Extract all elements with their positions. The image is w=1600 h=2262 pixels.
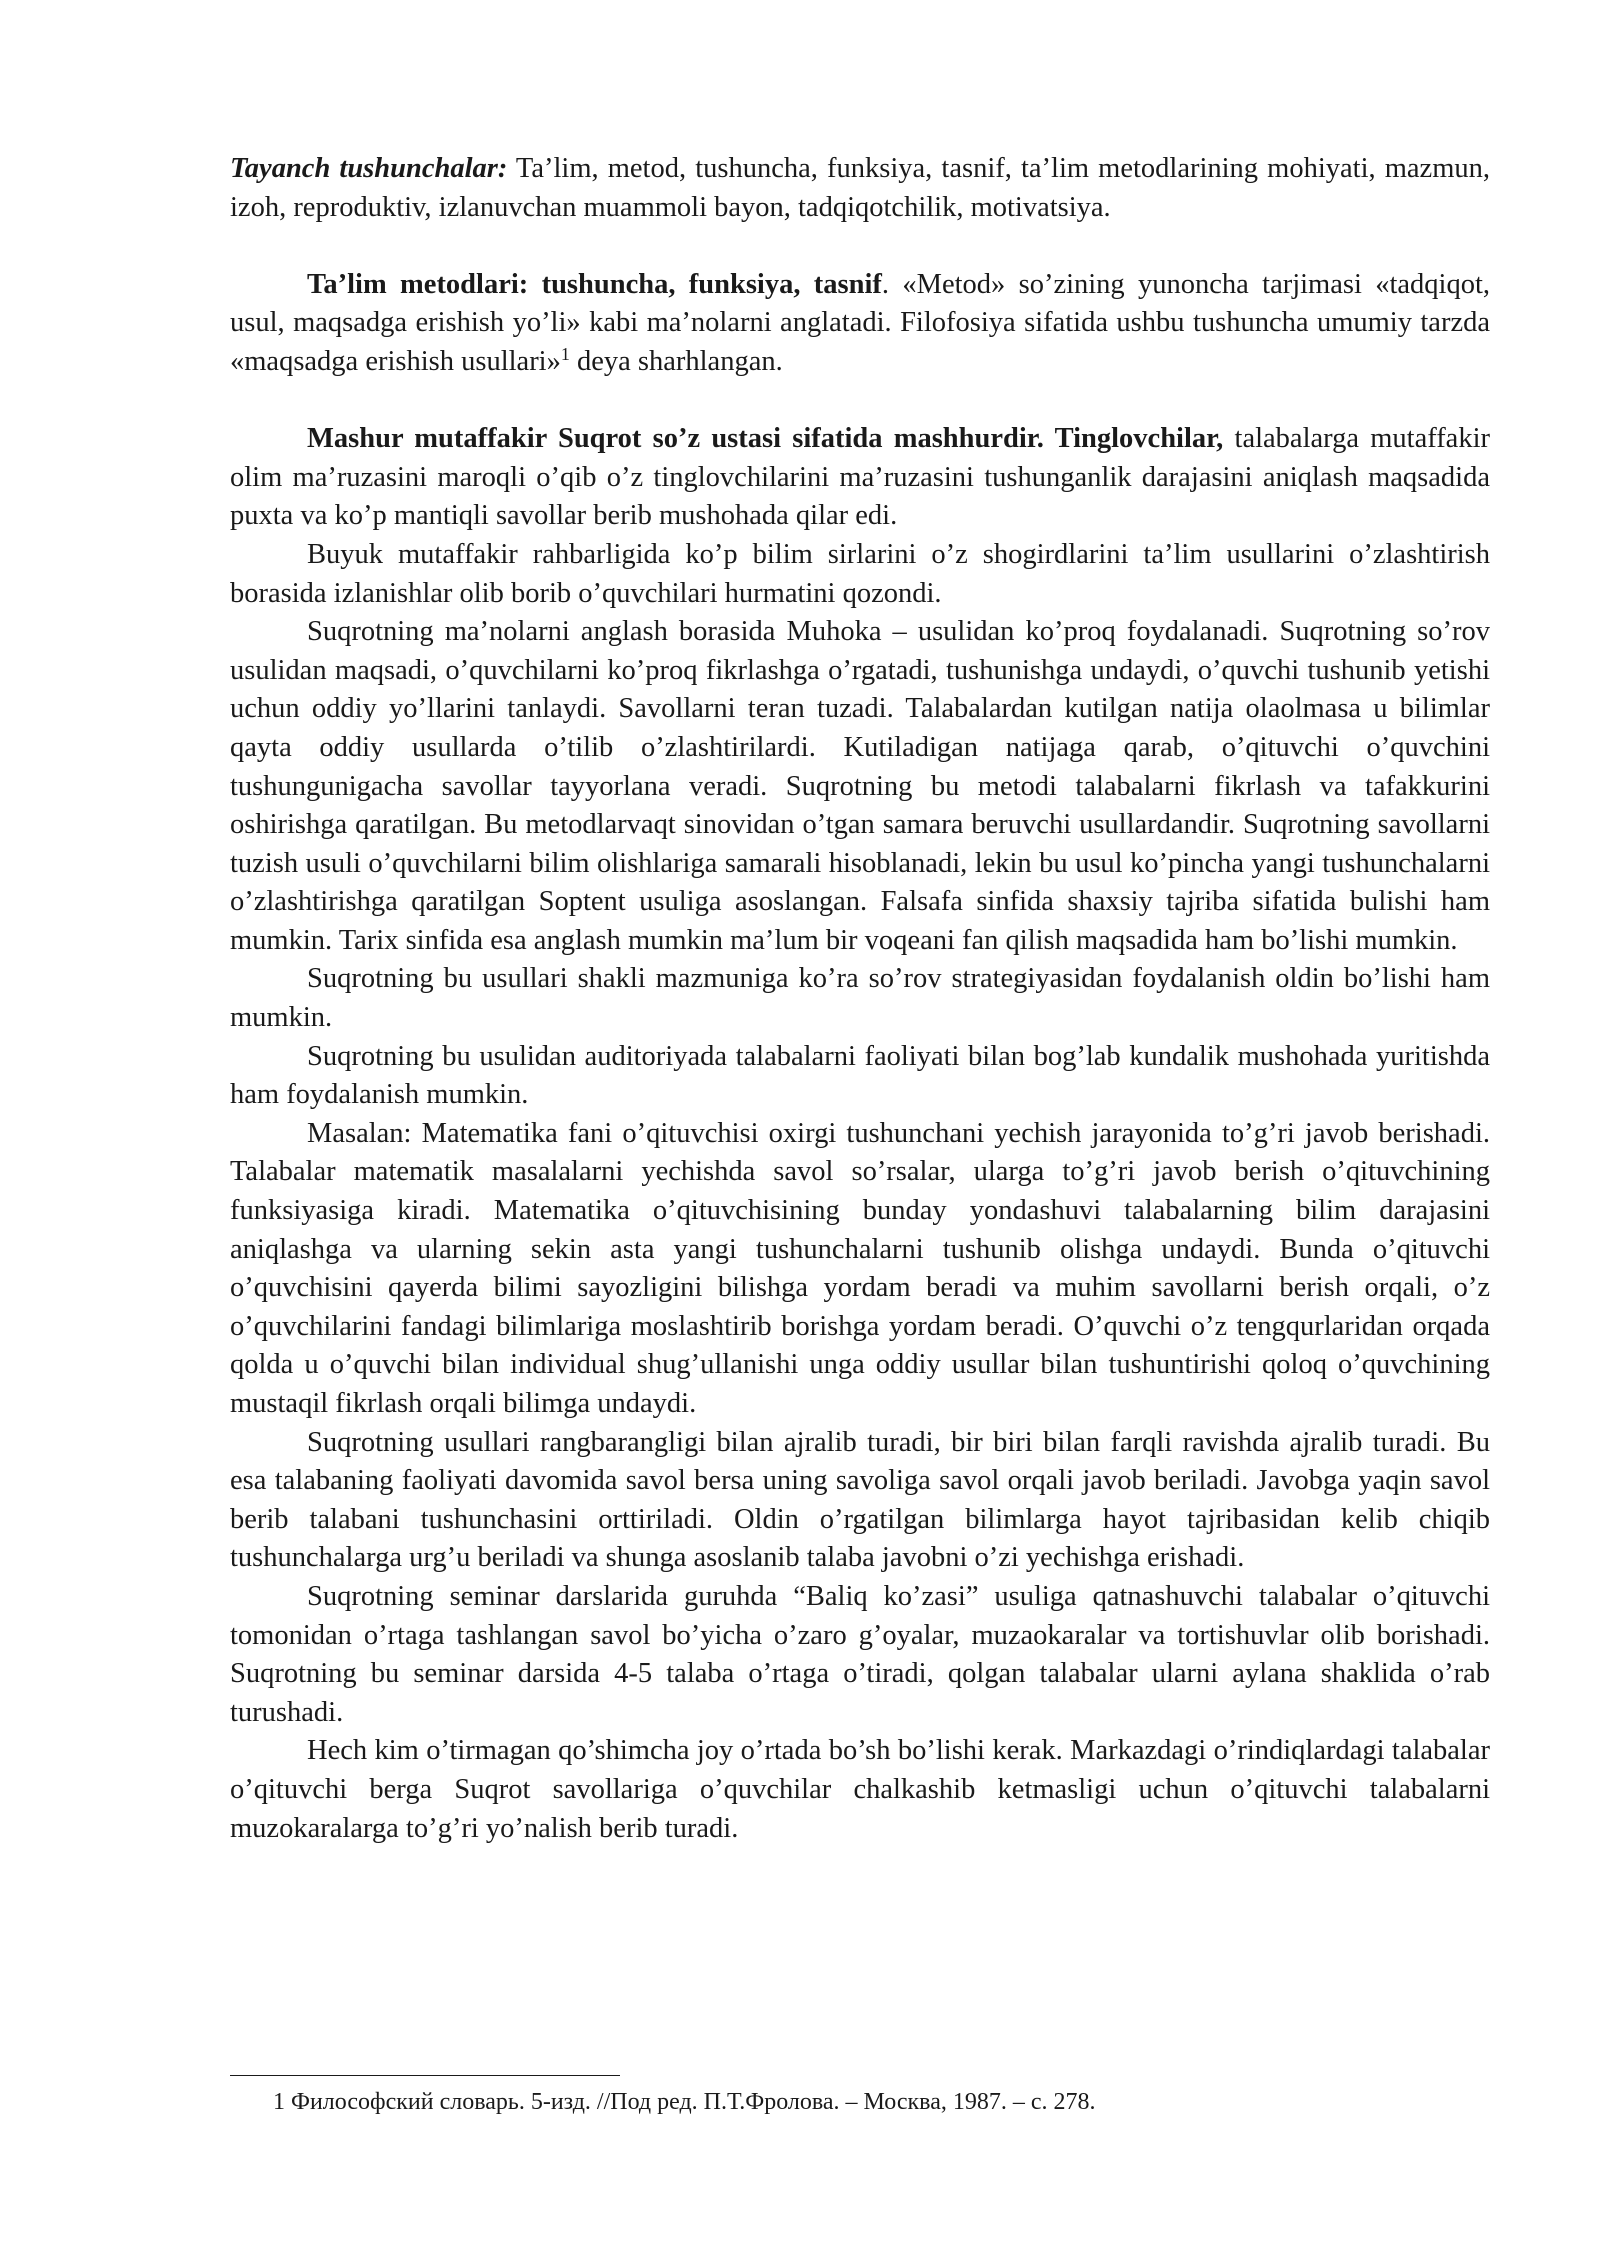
- section-text-end: deya sharhlangan.: [569, 345, 783, 377]
- lead-paragraph: [230, 420, 1490, 536]
- footnote: 1 Философский словарь. 5-изд. //Под ред. П.Т.Фролова. – Москва, 1987. – с. 278.: [273, 2089, 1096, 2115]
- lead-bold-text: Mashur mutaffakir Suqrot so’z ustasi sifatida mashhurdir. Tinglovchilar,: [307, 423, 1224, 455]
- section-intro-paragraph: [230, 266, 1490, 382]
- body-paragraph: Buyuk mutaffakir rahbarligida ko’p bilim sirlarini o’z shogirdlarini ta’lim usullarini o’zlashtirish borasida izlanishlar olib borib o’quvchilari hurmatini qozondi.: [230, 538, 1490, 609]
- section-title: Ta’lim metodlari: tushuncha, funksiya, tasnif: [307, 268, 882, 300]
- body-paragraph: Masalan: Matematika fani o’qituvchisi oxirgi tushunchani yechish jarayonida to’g’ri javob berishadi. Talabalar matematik masalalarni yechishda savol so’rsalar, ularga to’g’ri javob berish o’qituvchining funksiyasiga kiradi. Matematika o’qituvchisining bunday yondashuvi talabalarning bilim darajasini aniqlashga va ularning sekin asta yangi tushunchalarni tushunib olishga undaydi. Bunda o’qituvchi o’quvchisini qayerda bilimi sayozligini bilishga yordam beradi va muhim savollarni berish orqali, o’z o’quvchilarini fandagi bilimlariga moslashtirib borishga yordam beradi. O’quvchi o’z tengqurlaridan orqada qolda u o’quvchi bilan individual shug’ullanishi unga oddiy usullar bilan tushuntirishi qoloq o’quvchining mustaqil fikrlash orqali bilimga undaydi.: [230, 1117, 1490, 1419]
- body-paragraph: Hech kim o’tirmagan qo’shimcha joy o’rtada bo’sh bo’lishi kerak. Markazdagi o’rindiqlardagi talabalar o’qituvchi berga Suqrot savollariga o’quvchilar chalkashib ketmasligi uchun o’qituvchi talabalarni muzokaralarga to’g’ri yo’nalish berib turadi.: [230, 1735, 1490, 1844]
- section-text: . «Metod» so’zining yunoncha tarjimasi «tadqiqot, usul, maqsadga erishish yo’li» kabi ma’nolarni anglatadi. Filofosiya sifatida ushbu tushuncha umumiy tarzda «maqsadga erishish usullari»: [230, 268, 1491, 377]
- document-body: [230, 150, 1490, 1848]
- body-paragraph: Suqrotning bu usullari shakli mazmuniga ko’ra so’rov strategiyasidan foydalanish oldin bo’lishi ham mumkin.: [230, 963, 1490, 1034]
- body-paragraph: Suqrotning usullari rangbarangligi bilan ajralib turadi, bir biri bilan farqli ravishda ajralib turadi. Bu esa talabaning faoliyati davomida savol bersa uning savoliga savol orqali javob beriladi. Javobga yaqin savol berib talabani tushunchasini orttiriladi. Oldin o’rgatilgan bilimlarga hayot tajribasidan kelib chiqib tushunchalarga urg’u beriladi va shunga asoslanib talaba javobni o’zi yechishga erishadi.: [230, 1426, 1490, 1574]
- body-paragraph: Suqrotning ma’nolarni anglash borasida Muhoka – usulidan ko’proq foydalanadi. Suqrotning so’rov usulidan maqsadi, o’quvchilarni ko’proq fikrlashga o’rgatadi, tushunishga undaydi, o’quvchi tushunib yetishi uchun oddiy yo’llarini tanlaydi. Savollarni teran tuzadi. Talabalardan kutilgan natija olaolmasa u bilimlar qayta oddiy usullarda o’tilib o’zlashtirilardi. Kutiladigan natijaga qarab, o’qituvchi o’quvchini tushungunigacha savollar tayyorlana veradi. Suqrotning bu metodi talabalarni fikrlash va tafakkurini oshirishga qaratilgan. Bu metodlarvaqt sinovidan o’tgan samara beruvchi usullardandir. Suqrotning savollarni tuzish usuli o’quvchilarni bilim olishlariga samarali hisoblanadi, lekin bu usul ko’pincha yangi tushunchalarni o’zlashtirishga qaratilgan Soptent usuliga asoslangan. Falsafa sinfida shaxsiy tajriba sifatida bulishi ham mumkin. Tarix sinfida esa anglash mumkin ma’lum bir voqeani fan qilish maqsadida ham bo’lishi mumkin.: [230, 616, 1490, 956]
- keywords-paragraph: [230, 150, 1490, 227]
- footnote-divider: [230, 2075, 620, 2076]
- footnote-reference[interactable]: 1: [560, 343, 570, 364]
- body-paragraph: Suqrotning bu usulidan auditoriyada talabalarni faoliyati bilan bog’lab kundalik mushohada yuritishda ham foydalanish mumkin.: [230, 1040, 1490, 1111]
- keywords-text: Ta’lim, metod, tushuncha, funksiya, tasnif, ta’lim metodlarining mohiyati, mazmun, izoh, reproduktiv, izlanuvchan muammoli bayon, tadqiqotchilik, motivatsiya.: [230, 153, 1490, 223]
- keywords-label: Tayanch tushunchalar:: [230, 153, 508, 184]
- lead-text: talabalarga mutaffakir olim ma’ruzasini maroqli o’qib o’z tinglovchilarini ma’ruzasini tushunganlik darajasini aniqlash maqsadida puxta va ko’p mantiqli savollar berib mushohada qilar edi.: [230, 423, 1490, 532]
- body-paragraph: Suqrotning seminar darslarida guruhda “Baliq ko’zasi” usuliga qatnashuvchi talabalar o’qituvchi tomonidan o’rtaga tashlangan savol bo’yicha o’zaro g’oyalar, muzaokaralar va tortishuvlar olib borishadi. Suqrotning bu seminar darsida 4-5 talaba o’rtaga o’tiradi, qolgan talabalar ularni aylana shaklida o’rab turushadi.: [230, 1580, 1490, 1728]
